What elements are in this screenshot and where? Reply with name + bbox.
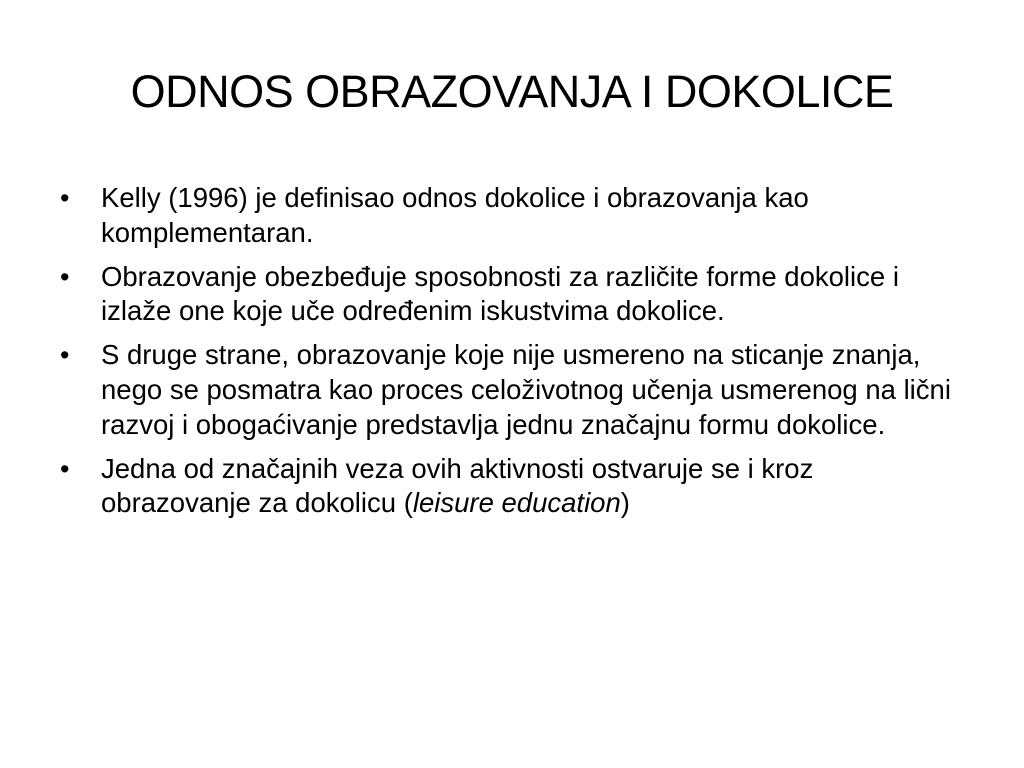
bullet-text-before: Jedna od značajnih veza ovih aktivnosti ostvaruje se i kroz obrazovanje za dokolicu ( xyxy=(101,452,814,519)
bullet-item xyxy=(60,338,965,442)
slide-title: ODNOS OBRAZOVANJA I DOKOLICE xyxy=(130,66,894,117)
bullet-item xyxy=(60,260,965,329)
bullet-text: Obrazovanje obezbeđuje sposobnosti za različite forme dokolice i izlaže one koje uče određenim iskustvima dokolice. xyxy=(101,260,899,327)
bullet-text xyxy=(101,453,813,519)
bullet-text: S druge strane, obrazovanje koje nije usmereno na sticanje znanja, nego se posmatra kao proces celoživotnog učenja usmerenog na lični razvoj i obogaćivanje predstavlja jednu značajnu formu dokolice. xyxy=(101,339,951,440)
bullet-icon: • xyxy=(60,183,70,213)
bullet-list xyxy=(60,181,965,530)
bullet-text-after: ) xyxy=(620,487,630,519)
bullet-item xyxy=(60,452,965,521)
bullet-icon: • xyxy=(60,261,70,292)
bullet-icon: • xyxy=(60,453,70,484)
bullet-icon: • xyxy=(60,340,70,371)
bullet-text-italic: leisure education xyxy=(412,487,621,519)
bullet-text: Kelly (1996) je definisao odnos dokolice i obrazovanja kao komplementaran. xyxy=(101,182,809,248)
bullet-item xyxy=(60,181,965,250)
